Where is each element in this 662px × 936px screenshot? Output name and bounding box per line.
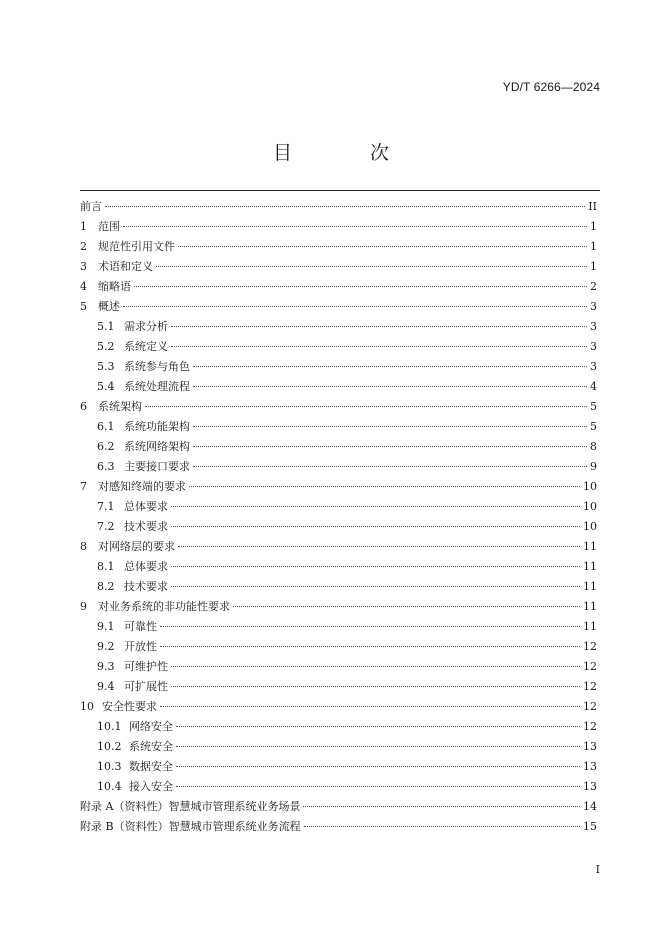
header-rule — [80, 190, 600, 191]
toc-dot-leader — [233, 606, 580, 607]
toc-entry-title: 系统参与角色 — [124, 360, 190, 373]
toc-dot-leader — [193, 366, 587, 367]
toc-dot-leader — [171, 566, 580, 567]
toc-entry-title: 缩略语 — [98, 280, 131, 293]
toc-entry-title: 对网络层的要求 — [98, 540, 175, 553]
toc-entry-title: 对感知终端的要求 — [98, 480, 186, 493]
toc-entry[interactable] — [80, 457, 597, 477]
toc-entry-title: 网络安全 — [129, 720, 173, 733]
toc-dot-leader — [189, 486, 580, 487]
toc-dot-leader — [156, 266, 587, 267]
toc-entry-title: 附录 B（资料性）智慧城市管理系统业务流程 — [80, 820, 301, 833]
toc-entry-title: 概述 — [98, 300, 120, 313]
toc-dot-leader — [193, 386, 587, 387]
toc-entry-page: II — [588, 200, 597, 213]
toc-entry-page: 10 — [583, 480, 597, 493]
toc-entry-number: 9.2 — [97, 640, 115, 653]
toc-entry-number: 10.4 — [97, 780, 122, 793]
toc-entry[interactable] — [80, 477, 597, 497]
toc-dot-leader — [160, 706, 580, 707]
toc-entry-page: 11 — [583, 620, 597, 633]
toc-entry[interactable] — [80, 777, 597, 797]
toc-entry[interactable] — [80, 597, 597, 617]
toc-dot-leader — [171, 586, 580, 587]
toc-entry[interactable] — [80, 297, 597, 317]
toc-dot-leader — [176, 746, 580, 747]
toc-entry[interactable] — [80, 637, 597, 657]
toc-entry-number: 7 — [80, 480, 87, 493]
toc-entry-page: 4 — [590, 380, 597, 393]
toc-entry-title: 系统定义 — [124, 340, 168, 353]
toc-dot-leader — [160, 626, 580, 627]
table-of-contents — [80, 197, 597, 837]
toc-dot-leader — [123, 226, 587, 227]
toc-entry-title: 系统功能架构 — [124, 420, 190, 433]
toc-entry-page: 9 — [590, 460, 597, 473]
toc-entry-page: 10 — [583, 520, 597, 533]
toc-dot-leader — [193, 466, 587, 467]
toc-entry-number: 5.2 — [97, 340, 115, 353]
toc-entry[interactable] — [80, 357, 597, 377]
toc-entry-page: 12 — [583, 660, 597, 673]
toc-entry[interactable] — [80, 317, 597, 337]
toc-entry-page: 12 — [583, 720, 597, 733]
toc-entry-page: 3 — [590, 360, 597, 373]
toc-entry[interactable] — [80, 217, 597, 237]
toc-entry[interactable] — [80, 197, 597, 217]
toc-entry-number: 9.3 — [97, 660, 115, 673]
toc-dot-leader — [160, 646, 580, 647]
toc-entry-number: 1 — [80, 220, 87, 233]
toc-entry-title: 总体要求 — [124, 500, 168, 513]
toc-entry-number: 6.2 — [97, 440, 115, 453]
toc-entry-page: 5 — [590, 420, 597, 433]
toc-entry-title: 技术要求 — [124, 520, 168, 533]
toc-entry-title: 接入安全 — [129, 780, 173, 793]
toc-entry-title: 安全性要求 — [102, 700, 157, 713]
toc-entry-page: 14 — [583, 800, 597, 813]
toc-entry[interactable] — [80, 537, 597, 557]
toc-entry-number: 10.2 — [97, 740, 122, 753]
toc-entry-page: 12 — [583, 680, 597, 693]
toc-entry-page: 13 — [583, 780, 597, 793]
toc-dot-leader — [171, 686, 580, 687]
toc-dot-leader — [193, 446, 587, 447]
toc-entry[interactable] — [80, 617, 597, 637]
toc-entry[interactable] — [80, 657, 597, 677]
toc-dot-leader — [304, 826, 580, 827]
toc-dot-leader — [171, 506, 580, 507]
toc-entry-page: 2 — [590, 280, 597, 293]
toc-entry-title: 需求分析 — [124, 320, 168, 333]
toc-entry-title: 主要接口要求 — [124, 460, 190, 473]
toc-entry-page: 12 — [583, 640, 597, 653]
toc-entry[interactable] — [80, 817, 597, 837]
toc-dot-leader — [171, 526, 580, 527]
toc-dot-leader — [176, 766, 580, 767]
toc-entry-title: 系统处理流程 — [124, 380, 190, 393]
toc-entry-page: 3 — [590, 320, 597, 333]
toc-entry-page: 11 — [583, 560, 597, 573]
toc-entry-number: 10.3 — [97, 760, 122, 773]
toc-entry-number: 3 — [80, 260, 87, 273]
toc-entry-number: 7.2 — [97, 520, 115, 533]
toc-entry-page: 1 — [590, 220, 597, 233]
toc-entry[interactable] — [80, 237, 597, 257]
toc-entry[interactable] — [80, 337, 597, 357]
toc-entry-number: 8.1 — [97, 560, 115, 573]
toc-entry-number: 6.1 — [97, 420, 115, 433]
toc-dot-leader — [171, 326, 587, 327]
toc-entry-number: 5.4 — [97, 380, 115, 393]
toc-entry-page: 3 — [590, 300, 597, 313]
toc-entry-title: 数据安全 — [129, 760, 173, 773]
toc-entry-page: 1 — [590, 260, 597, 273]
page-number: I — [595, 863, 600, 876]
toc-entry-title: 对业务系统的非功能性要求 — [98, 600, 230, 613]
toc-entry[interactable] — [80, 717, 597, 737]
toc-entry-page: 1 — [590, 240, 597, 253]
toc-entry-title: 系统网络架构 — [124, 440, 190, 453]
toc-dot-leader — [176, 726, 580, 727]
toc-dot-leader — [105, 206, 585, 207]
toc-entry-title: 可维护性 — [124, 660, 168, 673]
toc-entry[interactable] — [80, 437, 597, 457]
toc-entry-title: 附录 A（资料性）智慧城市管理系统业务场景 — [80, 800, 301, 813]
toc-entry-number: 5.1 — [97, 320, 115, 333]
toc-entry[interactable] — [80, 577, 597, 597]
toc-entry[interactable] — [80, 377, 597, 397]
toc-entry-number: 5 — [80, 300, 87, 313]
toc-entry-page: 11 — [583, 540, 597, 553]
toc-entry-page: 3 — [590, 340, 597, 353]
toc-entry[interactable] — [80, 397, 597, 417]
toc-entry-number: 8 — [80, 540, 87, 553]
toc-entry-title: 技术要求 — [124, 580, 168, 593]
toc-entry-number: 10.1 — [97, 720, 122, 733]
toc-dot-leader — [134, 286, 587, 287]
toc-entry-page: 8 — [590, 440, 597, 453]
toc-dot-leader — [123, 306, 587, 307]
toc-entry-number: 8.2 — [97, 580, 115, 593]
toc-entry-title: 系统架构 — [98, 400, 142, 413]
toc-entry[interactable] — [80, 757, 597, 777]
toc-entry-title: 可扩展性 — [124, 680, 168, 693]
toc-entry[interactable] — [80, 497, 597, 517]
toc-entry-title: 开放性 — [124, 640, 157, 653]
toc-entry-number: 5.3 — [97, 360, 115, 373]
toc-entry[interactable] — [80, 557, 597, 577]
toc-dot-leader — [178, 246, 587, 247]
toc-entry-title: 术语和定义 — [98, 260, 153, 273]
page-title: 目 次 — [272, 142, 426, 164]
toc-entry[interactable] — [80, 677, 597, 697]
toc-entry-title: 系统安全 — [129, 740, 173, 753]
toc-entry-title: 范围 — [98, 220, 120, 233]
toc-entry-number: 9.1 — [97, 620, 115, 633]
toc-entry-page: 10 — [583, 500, 597, 513]
toc-dot-leader — [303, 806, 580, 807]
toc-entry-page: 13 — [583, 740, 597, 753]
toc-entry-number: 2 — [80, 240, 87, 253]
toc-entry[interactable] — [80, 417, 597, 437]
toc-entry-title: 规范性引用文件 — [98, 240, 175, 253]
toc-entry[interactable] — [80, 257, 597, 277]
toc-dot-leader — [171, 346, 587, 347]
toc-entry-title: 前言 — [80, 200, 102, 213]
toc-entry[interactable] — [80, 277, 597, 297]
toc-entry-page: 11 — [583, 580, 597, 593]
toc-entry-page: 13 — [583, 760, 597, 773]
document-code: YD/T 6266—2024 — [502, 80, 600, 94]
toc-entry-number: 6 — [80, 400, 87, 413]
toc-entry[interactable] — [80, 797, 597, 817]
toc-dot-leader — [145, 406, 587, 407]
toc-entry-page: 15 — [583, 820, 597, 833]
toc-entry-title: 总体要求 — [124, 560, 168, 573]
toc-dot-leader — [193, 426, 587, 427]
toc-entry[interactable] — [80, 697, 597, 717]
toc-entry-page: 12 — [583, 700, 597, 713]
toc-entry-page: 11 — [583, 600, 597, 613]
toc-dot-leader — [176, 786, 580, 787]
toc-entry-number: 9.4 — [97, 680, 115, 693]
toc-dot-leader — [178, 546, 580, 547]
toc-entry-page: 5 — [590, 400, 597, 413]
toc-entry-number: 9 — [80, 600, 87, 613]
toc-entry-number: 7.1 — [97, 500, 115, 513]
toc-entry-number: 10 — [80, 700, 94, 713]
toc-entry-title: 可靠性 — [124, 620, 157, 633]
toc-dot-leader — [171, 666, 580, 667]
toc-entry[interactable] — [80, 517, 597, 537]
toc-entry[interactable] — [80, 737, 597, 757]
toc-entry-number: 4 — [80, 280, 87, 293]
toc-entry-number: 6.3 — [97, 460, 115, 473]
